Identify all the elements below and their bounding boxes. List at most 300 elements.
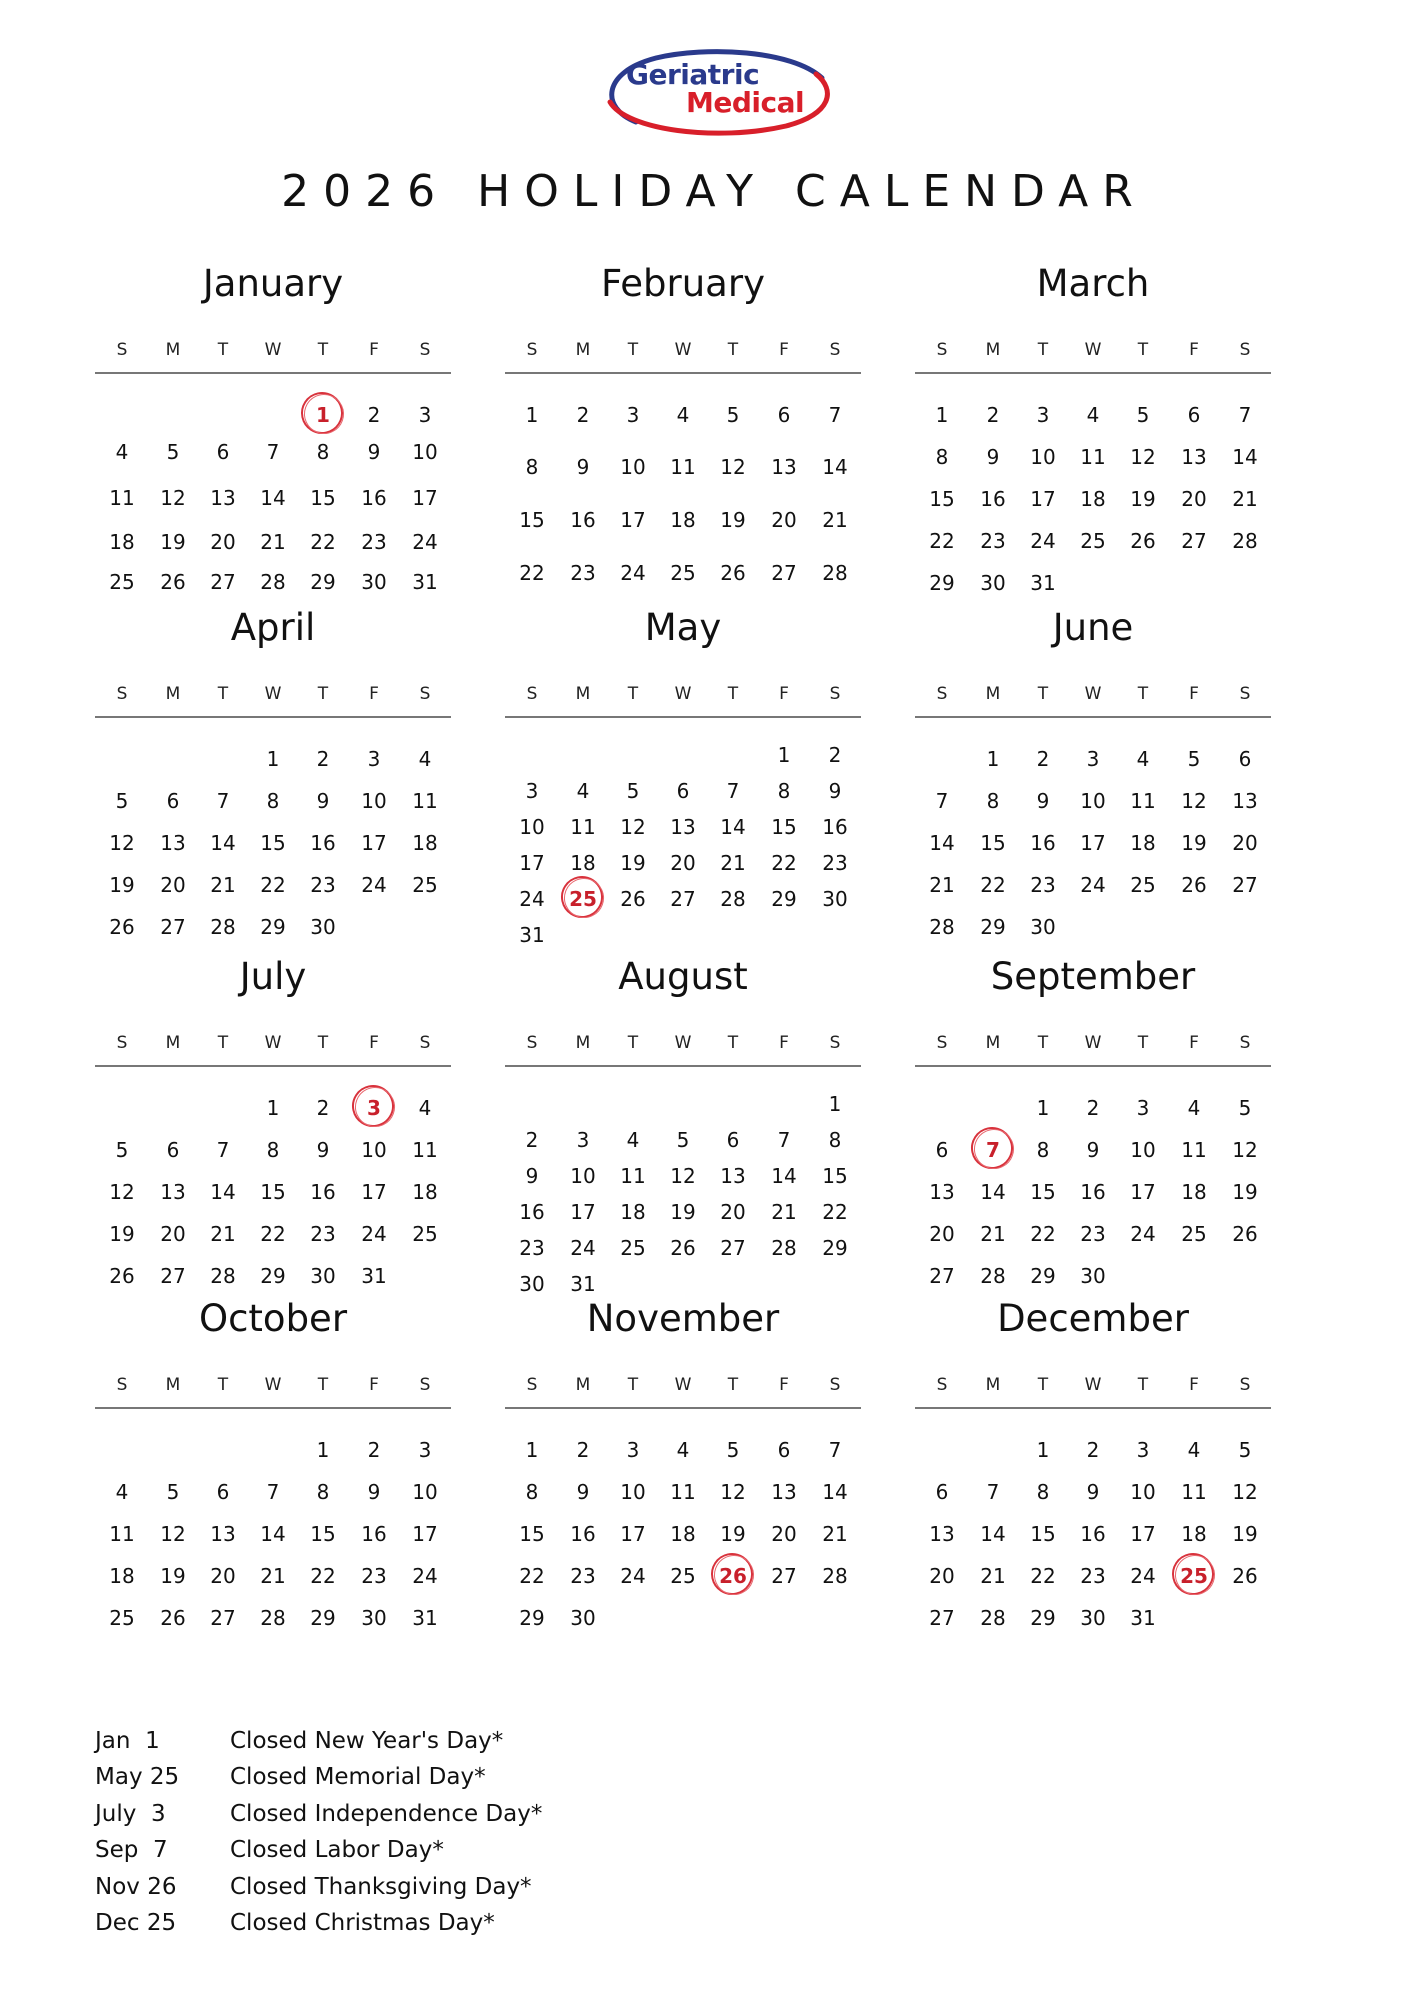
day-cell: 12 — [1232, 1138, 1258, 1162]
day-cell: 15 — [260, 831, 286, 855]
day-cell: 29 — [1030, 1606, 1056, 1630]
day-cell: 13 — [210, 1522, 236, 1546]
weekday-header: W — [1084, 684, 1102, 704]
day-cell: 27 — [720, 1236, 746, 1260]
day-cell: 8 — [777, 779, 791, 803]
day-cell: 25 — [670, 561, 696, 585]
month-name: April — [230, 606, 316, 649]
weekday-header: T — [627, 1033, 639, 1053]
day-cell: 4 — [1136, 747, 1150, 771]
weekday-header: T — [317, 340, 329, 360]
day-cell: 23 — [310, 1222, 336, 1246]
day-cell: 16 — [570, 1522, 596, 1546]
weekday-header: S — [1239, 1375, 1251, 1395]
day-cell: 26 — [109, 915, 135, 939]
day-cell: 18 — [1080, 487, 1106, 511]
weekday-header: T — [627, 1375, 639, 1395]
day-cell: 19 — [1232, 1180, 1258, 1204]
weekday-header: W — [674, 1033, 692, 1053]
day-cell: 12 — [109, 1180, 135, 1204]
day-cell: 19 — [720, 508, 746, 532]
day-cell: 30 — [361, 1606, 387, 1630]
day-cell: 2 — [316, 747, 330, 771]
holiday-day: 3 — [352, 1095, 396, 1121]
weekday-header: W — [264, 1033, 282, 1053]
weekday-header: T — [217, 1375, 229, 1395]
day-cell: 1 — [525, 1438, 539, 1462]
day-cell: 17 — [412, 486, 438, 510]
day-cell: 26 — [620, 887, 646, 911]
day-cell: 9 — [576, 455, 590, 479]
day-cell: 8 — [316, 440, 330, 464]
month-name: October — [198, 1297, 348, 1340]
day-cell: 3 — [576, 1128, 590, 1152]
day-cell: 10 — [412, 1480, 438, 1504]
day-cell: 11 — [620, 1164, 646, 1188]
day-cell: 28 — [771, 1236, 797, 1260]
day-cell: 31 — [1030, 571, 1056, 595]
weekday-header: T — [317, 1375, 329, 1395]
day-cell: 12 — [109, 831, 135, 855]
day-cell: 31 — [1130, 1606, 1156, 1630]
header-divider — [915, 1407, 1271, 1409]
legend-date: Nov 26 — [95, 1873, 177, 1900]
day-cell: 24 — [412, 1564, 438, 1588]
day-cell: 29 — [310, 1606, 336, 1630]
day-cell: 4 — [1187, 1096, 1201, 1120]
day-cell: 16 — [1080, 1180, 1106, 1204]
legend-text: Closed Labor Day* — [230, 1837, 444, 1864]
day-cell: 15 — [260, 1180, 286, 1204]
day-cell: 2 — [576, 403, 590, 427]
day-cell: 26 — [1130, 529, 1156, 553]
weekday-header: T — [1137, 1033, 1149, 1053]
weekday-header: T — [627, 684, 639, 704]
day-cell: 16 — [310, 831, 336, 855]
day-cell: 1 — [935, 403, 949, 427]
header-divider — [505, 1065, 861, 1067]
day-cell: 25 — [412, 873, 438, 897]
day-cell: 7 — [216, 1138, 230, 1162]
day-cell: 12 — [160, 1522, 186, 1546]
day-cell: 26 — [670, 1236, 696, 1260]
day-cell: 3 — [626, 403, 640, 427]
day-cell: 7 — [266, 440, 280, 464]
day-cell: 23 — [361, 530, 387, 554]
day-cell: 11 — [670, 1480, 696, 1504]
day-cell: 30 — [1080, 1606, 1106, 1630]
day-cell: 21 — [260, 530, 286, 554]
day-cell: 19 — [1130, 487, 1156, 511]
day-cell: 24 — [570, 1236, 596, 1260]
weekday-header: T — [1037, 684, 1049, 704]
day-cell: 28 — [260, 570, 286, 594]
day-cell: 24 — [1130, 1564, 1156, 1588]
day-cell: 2 — [525, 1128, 539, 1152]
weekday-header: W — [674, 684, 692, 704]
header-divider — [505, 716, 861, 718]
weekday-header: F — [1189, 340, 1199, 360]
day-cell: 11 — [670, 455, 696, 479]
day-cell: 20 — [160, 1222, 186, 1246]
weekday-header: F — [779, 1375, 789, 1395]
day-cell: 15 — [310, 486, 336, 510]
day-cell: 21 — [980, 1564, 1006, 1588]
day-cell: 29 — [980, 915, 1006, 939]
day-cell: 11 — [1080, 445, 1106, 469]
day-cell: 1 — [266, 747, 280, 771]
day-cell: 29 — [1030, 1264, 1056, 1288]
day-cell: 13 — [1181, 445, 1207, 469]
day-cell: 13 — [929, 1180, 955, 1204]
day-cell: 5 — [1238, 1096, 1252, 1120]
day-cell: 20 — [929, 1564, 955, 1588]
day-cell: 14 — [980, 1180, 1006, 1204]
day-cell: 5 — [676, 1128, 690, 1152]
day-cell: 24 — [1130, 1222, 1156, 1246]
month-name: February — [601, 262, 765, 305]
day-cell: 18 — [1181, 1522, 1207, 1546]
day-cell: 29 — [260, 1264, 286, 1288]
month-name: March — [1036, 262, 1150, 305]
day-cell: 6 — [1187, 403, 1201, 427]
day-cell: 21 — [260, 1564, 286, 1588]
day-cell: 21 — [980, 1222, 1006, 1246]
legend-text: Closed Memorial Day* — [230, 1764, 486, 1791]
day-cell: 2 — [1086, 1438, 1100, 1462]
weekday-header: M — [575, 1375, 591, 1395]
weekday-header: T — [1137, 1375, 1149, 1395]
legend-text: Closed Christmas Day* — [230, 1909, 495, 1936]
day-cell: 23 — [570, 561, 596, 585]
header-divider — [915, 372, 1271, 374]
weekday-header: S — [116, 1375, 128, 1395]
day-cell: 8 — [828, 1128, 842, 1152]
weekday-header: T — [627, 340, 639, 360]
weekday-header: S — [936, 340, 948, 360]
logo-line1: Geriatric — [626, 58, 760, 91]
day-cell: 16 — [361, 1522, 387, 1546]
day-cell: 2 — [367, 1438, 381, 1462]
day-cell: 15 — [519, 1522, 545, 1546]
day-cell: 29 — [260, 915, 286, 939]
day-cell: 8 — [986, 789, 1000, 813]
day-cell: 7 — [216, 789, 230, 813]
day-cell: 26 — [160, 570, 186, 594]
day-cell: 9 — [576, 1480, 590, 1504]
day-cell: 27 — [929, 1606, 955, 1630]
day-cell: 26 — [1181, 873, 1207, 897]
day-cell: 10 — [570, 1164, 596, 1188]
day-cell: 30 — [519, 1272, 545, 1296]
day-cell: 27 — [160, 915, 186, 939]
day-cell: 14 — [822, 1480, 848, 1504]
day-cell: 30 — [310, 1264, 336, 1288]
day-cell: 1 — [777, 743, 791, 767]
day-cell: 4 — [115, 1480, 129, 1504]
weekday-header: T — [1037, 1375, 1049, 1395]
day-cell: 9 — [1086, 1480, 1100, 1504]
day-cell: 28 — [929, 915, 955, 939]
holiday-day: 1 — [301, 402, 345, 428]
page-title: 2026 HOLIDAY CALENDAR — [281, 166, 1147, 217]
day-cell: 30 — [361, 570, 387, 594]
day-cell: 21 — [822, 1522, 848, 1546]
header-divider — [95, 1065, 451, 1067]
day-cell: 8 — [525, 455, 539, 479]
day-cell: 27 — [929, 1264, 955, 1288]
day-cell: 11 — [412, 789, 438, 813]
weekday-header: S — [116, 340, 128, 360]
day-cell: 6 — [935, 1480, 949, 1504]
day-cell: 22 — [260, 873, 286, 897]
weekday-header: S — [829, 1375, 841, 1395]
month-name: January — [202, 262, 344, 305]
weekday-header: W — [264, 1375, 282, 1395]
day-cell: 5 — [166, 440, 180, 464]
day-cell: 31 — [361, 1264, 387, 1288]
weekday-header: F — [369, 1033, 379, 1053]
day-cell: 12 — [670, 1164, 696, 1188]
day-cell: 19 — [160, 1564, 186, 1588]
day-cell: 10 — [620, 455, 646, 479]
day-cell: 30 — [1030, 915, 1056, 939]
day-cell: 9 — [316, 1138, 330, 1162]
day-cell: 28 — [822, 561, 848, 585]
day-cell: 24 — [1080, 873, 1106, 897]
day-cell: 17 — [570, 1200, 596, 1224]
day-cell: 27 — [160, 1264, 186, 1288]
day-cell: 21 — [210, 873, 236, 897]
weekday-header: T — [727, 1033, 739, 1053]
day-cell: 20 — [929, 1222, 955, 1246]
day-cell: 23 — [1080, 1564, 1106, 1588]
day-cell: 18 — [670, 508, 696, 532]
day-cell: 10 — [519, 815, 545, 839]
weekday-header: S — [526, 1033, 538, 1053]
weekday-header: S — [1239, 1033, 1251, 1053]
day-cell: 20 — [720, 1200, 746, 1224]
day-cell: 3 — [1136, 1438, 1150, 1462]
day-cell: 10 — [361, 1138, 387, 1162]
day-cell: 6 — [1238, 747, 1252, 771]
day-cell: 6 — [935, 1138, 949, 1162]
day-cell: 29 — [771, 887, 797, 911]
day-cell: 8 — [525, 1480, 539, 1504]
day-cell: 26 — [1232, 1564, 1258, 1588]
day-cell: 19 — [670, 1200, 696, 1224]
day-cell: 16 — [570, 508, 596, 532]
day-cell: 24 — [412, 530, 438, 554]
day-cell: 5 — [1136, 403, 1150, 427]
day-cell: 6 — [166, 789, 180, 813]
weekday-header: S — [419, 340, 431, 360]
day-cell: 21 — [1232, 487, 1258, 511]
day-cell: 13 — [670, 815, 696, 839]
day-cell: 14 — [980, 1522, 1006, 1546]
day-cell: 23 — [1080, 1222, 1106, 1246]
day-cell: 23 — [310, 873, 336, 897]
day-cell: 19 — [1181, 831, 1207, 855]
day-cell: 19 — [1232, 1522, 1258, 1546]
day-cell: 24 — [620, 561, 646, 585]
day-cell: 1 — [316, 1438, 330, 1462]
weekday-header: T — [1137, 684, 1149, 704]
day-cell: 3 — [1036, 403, 1050, 427]
day-cell: 12 — [160, 486, 186, 510]
weekday-header: S — [526, 340, 538, 360]
day-cell: 4 — [676, 403, 690, 427]
day-cell: 7 — [935, 789, 949, 813]
day-cell: 20 — [160, 873, 186, 897]
day-cell: 7 — [777, 1128, 791, 1152]
weekday-header: W — [264, 684, 282, 704]
day-cell: 1 — [1036, 1096, 1050, 1120]
day-cell: 27 — [210, 1606, 236, 1630]
weekday-header: T — [1137, 340, 1149, 360]
legend-date: Sep 7 — [95, 1837, 168, 1864]
day-cell: 6 — [777, 403, 791, 427]
day-cell: 17 — [1030, 487, 1056, 511]
day-cell: 1 — [1036, 1438, 1050, 1462]
day-cell: 4 — [115, 440, 129, 464]
day-cell: 17 — [361, 1180, 387, 1204]
weekday-header: M — [575, 684, 591, 704]
day-cell: 19 — [720, 1522, 746, 1546]
day-cell: 22 — [771, 851, 797, 875]
day-cell: 7 — [726, 779, 740, 803]
day-cell: 20 — [210, 1564, 236, 1588]
day-cell: 19 — [620, 851, 646, 875]
day-cell: 20 — [670, 851, 696, 875]
day-cell: 17 — [519, 851, 545, 875]
weekday-header: T — [217, 340, 229, 360]
day-cell: 30 — [570, 1606, 596, 1630]
weekday-header: F — [369, 340, 379, 360]
day-cell: 15 — [310, 1522, 336, 1546]
day-cell: 22 — [260, 1222, 286, 1246]
day-cell: 22 — [310, 1564, 336, 1588]
day-cell: 22 — [822, 1200, 848, 1224]
day-cell: 12 — [1232, 1480, 1258, 1504]
day-cell: 28 — [210, 915, 236, 939]
day-cell: 15 — [822, 1164, 848, 1188]
day-cell: 25 — [1181, 1222, 1207, 1246]
day-cell: 7 — [986, 1480, 1000, 1504]
day-cell: 8 — [316, 1480, 330, 1504]
day-cell: 16 — [980, 487, 1006, 511]
day-cell: 12 — [1181, 789, 1207, 813]
header-divider — [95, 372, 451, 374]
day-cell: 14 — [720, 815, 746, 839]
weekday-header: T — [727, 340, 739, 360]
weekday-header: W — [1084, 1033, 1102, 1053]
weekday-header: S — [526, 1375, 538, 1395]
holiday-day: 25 — [561, 886, 605, 912]
day-cell: 28 — [822, 1564, 848, 1588]
day-cell: 18 — [412, 831, 438, 855]
day-cell: 17 — [1130, 1522, 1156, 1546]
day-cell: 2 — [1086, 1096, 1100, 1120]
day-cell: 2 — [986, 403, 1000, 427]
day-cell: 6 — [676, 779, 690, 803]
day-cell: 9 — [1036, 789, 1050, 813]
day-cell: 6 — [216, 1480, 230, 1504]
legend-text: Closed New Year's Day* — [230, 1728, 504, 1754]
geriatric-medical-logo — [596, 44, 832, 140]
day-cell: 22 — [519, 561, 545, 585]
day-cell: 6 — [777, 1438, 791, 1462]
day-cell: 10 — [1130, 1138, 1156, 1162]
day-cell: 22 — [1030, 1564, 1056, 1588]
day-cell: 12 — [620, 815, 646, 839]
day-cell: 14 — [1232, 445, 1258, 469]
weekday-header: S — [419, 1033, 431, 1053]
day-cell: 29 — [822, 1236, 848, 1260]
weekday-header: S — [936, 1375, 948, 1395]
day-cell: 24 — [620, 1564, 646, 1588]
weekday-header: S — [829, 1033, 841, 1053]
day-cell: 6 — [726, 1128, 740, 1152]
month-name: May — [644, 606, 722, 649]
month-name: December — [997, 1297, 1189, 1340]
weekday-header: W — [674, 340, 692, 360]
day-cell: 25 — [1130, 873, 1156, 897]
day-cell: 22 — [980, 873, 1006, 897]
day-cell: 8 — [266, 789, 280, 813]
day-cell: 27 — [1181, 529, 1207, 553]
day-cell: 4 — [1086, 403, 1100, 427]
day-cell: 1 — [986, 747, 1000, 771]
day-cell: 19 — [109, 873, 135, 897]
day-cell: 22 — [1030, 1222, 1056, 1246]
day-cell: 22 — [519, 1564, 545, 1588]
weekday-header: S — [526, 684, 538, 704]
day-cell: 2 — [576, 1438, 590, 1462]
day-cell: 24 — [361, 1222, 387, 1246]
day-cell: 5 — [115, 789, 129, 813]
month-name: September — [990, 955, 1196, 998]
weekday-header: S — [116, 1033, 128, 1053]
day-cell: 31 — [519, 923, 545, 947]
day-cell: 25 — [620, 1236, 646, 1260]
weekday-header: M — [165, 684, 181, 704]
day-cell: 25 — [412, 1222, 438, 1246]
day-cell: 11 — [1130, 789, 1156, 813]
day-cell: 7 — [828, 403, 842, 427]
day-cell: 13 — [720, 1164, 746, 1188]
day-cell: 3 — [418, 1438, 432, 1462]
day-cell: 20 — [1181, 487, 1207, 511]
day-cell: 9 — [525, 1164, 539, 1188]
weekday-header: M — [165, 1033, 181, 1053]
day-cell: 16 — [1080, 1522, 1106, 1546]
day-cell: 28 — [720, 887, 746, 911]
day-cell: 10 — [1130, 1480, 1156, 1504]
day-cell: 30 — [822, 887, 848, 911]
weekday-header: F — [1189, 1375, 1199, 1395]
day-cell: 4 — [418, 1096, 432, 1120]
day-cell: 11 — [570, 815, 596, 839]
day-cell: 23 — [570, 1564, 596, 1588]
day-cell: 21 — [210, 1222, 236, 1246]
day-cell: 10 — [412, 440, 438, 464]
day-cell: 18 — [670, 1522, 696, 1546]
day-cell: 2 — [367, 403, 381, 427]
day-cell: 17 — [412, 1522, 438, 1546]
day-cell: 17 — [361, 831, 387, 855]
weekday-header: W — [1084, 1375, 1102, 1395]
